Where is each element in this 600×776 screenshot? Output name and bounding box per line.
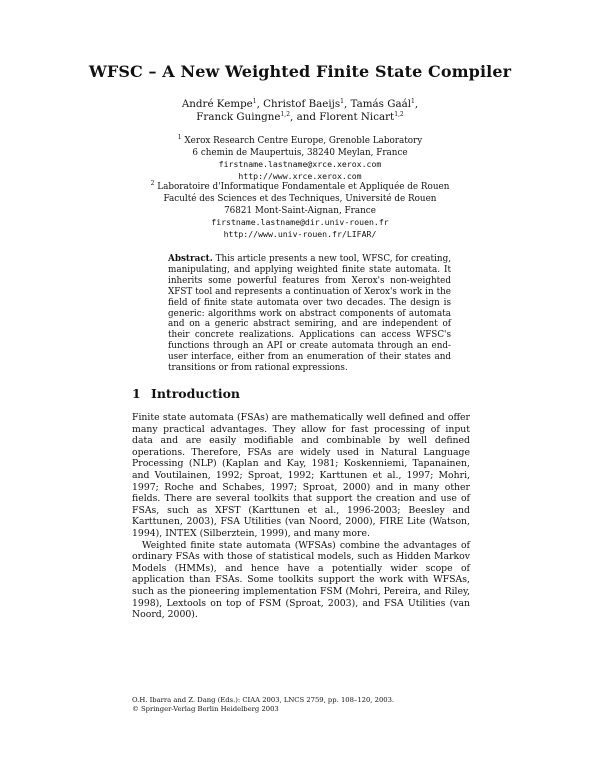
email-address[interactable]: firstname.lastname@dir.univ-rouen.fr — [211, 217, 389, 228]
affiliation-mark: 2 — [150, 180, 155, 188]
footer-line: O.H. Ibarra and Z. Dang (Eds.): CIAA 2003, LNCS 2759, pp. 108–120, 2003. — [132, 696, 395, 704]
author-name: André Kempe — [181, 98, 253, 110]
author-line — [0, 111, 600, 124]
footer-citation — [132, 696, 472, 714]
author-name: Franck Guingne — [196, 111, 281, 123]
paper-title: WFSC – A New Weighted Finite State Compiler — [88, 62, 512, 81]
section-heading — [132, 386, 472, 401]
author-affil-mark: 1 — [411, 98, 415, 105]
author-line — [0, 98, 600, 111]
author-affil-mark: 1 — [252, 98, 257, 105]
abstract-paragraph — [168, 254, 451, 374]
section-title: Introduction — [151, 386, 241, 401]
affiliation-line: Faculté des Sciences et des Techniques, Université de Rouen — [163, 193, 437, 204]
author-separator: , and — [290, 111, 320, 123]
body-text — [132, 412, 470, 621]
email-address[interactable]: firstname.lastname@xrce.xerox.com — [218, 159, 382, 170]
affiliation-text: Xerox Research Centre Europe, Grenoble Laboratory — [184, 136, 423, 146]
affiliation-mark: 1 — [177, 134, 182, 141]
author-name: Christof Baeijs — [263, 98, 341, 110]
affiliations — [0, 136, 600, 240]
website-link[interactable]: http://www.xrce.xerox.com — [238, 170, 362, 181]
affiliation-line — [0, 182, 600, 194]
body-paragraph: Finite state automata (FSAs) are mathematically well defined and offer many practical advantages. They allow for fast processing of input data and are easily modifiable and combinable by well defined operations. Therefore, FSAs are widely used in Natural Language Processing (NLP) (Kaplan and Kay, 1981; Koskenniemi, Tapanainen, and Voutilainen, 1992; Sproat, 1992; Karttunen et al., 1997; Mohri, 1997; Roche and Schabes, 1997; Sproat, 2000) and in many other fields. There are several toolkits that support the creation and use of FSAs, such as XFST (Karttunen et al., 1996-2003; Beesley and Karttunen, 2003), FSA Utilities (van Noord, 2000), FIRE Lite (Watson, 1994), INTEX (Silberztein, 1999), and many more. — [132, 412, 470, 539]
affiliation-line: 76821 Mont-Saint-Aignan, France — [224, 205, 376, 216]
affiliation-text: Laboratoire d'Informatique Fondamentale et Appliquée de Rouen — [157, 182, 450, 193]
author-separator: , — [344, 98, 351, 110]
author-separator: , — [414, 98, 419, 110]
author-affil-mark: 1,2 — [280, 111, 291, 118]
affiliation-line: 6 chemin de Maupertuis, 38240 Meylan, France — [192, 147, 408, 158]
author-list — [0, 98, 600, 124]
website-link[interactable]: http://www.univ-rouen.fr/LIFAR/ — [223, 228, 377, 239]
author-name: Tamás Gaál — [350, 98, 412, 110]
author-separator: , — [256, 98, 264, 110]
abstract-label: Abstract. — [168, 254, 213, 264]
affiliation-line — [0, 136, 600, 148]
author-name: Florent Nicart — [319, 111, 395, 123]
author-affil-mark: 1 — [340, 98, 344, 105]
abstract — [168, 254, 451, 374]
author-affil-mark: 1,2 — [394, 111, 404, 118]
footer-line: © Springer-Verlag Berlin Heidelberg 2003 — [132, 705, 279, 714]
section-number: 1 — [132, 386, 141, 401]
body-paragraph: Weighted finite state automata (WFSAs) combine the advantages of ordinary FSAs with those of statistical models, such as Hidden Markov Models (HMMs), and hence have a potentially wider scope of application than FSAs. Some toolkits support the work with WFSAs, such as the pioneering implementation FSM (Mohri, Pereira, and Riley, 1998), Lextools on top of FSM (Sproat, 2003), and FSA Utilities (van Noord, 2000). — [132, 539, 470, 621]
abstract-text: This article presents a new tool, WFSC, for creating, manipulating, and applying weighted finite state automata. It inherits some powerful features from Xerox's non-weighted XFST tool and represents a continuation of Xerox's work in the field of finite state automata over two decades. The design is generic: algorithms work on abstract components of automata and on a generic abstract semiring, and are independent of their concrete realizations. Applications can access WFSC's functions through an API or create automata through an end-user interface, either from an enumeration of their states and transitions or from rational expressions. — [168, 254, 451, 374]
